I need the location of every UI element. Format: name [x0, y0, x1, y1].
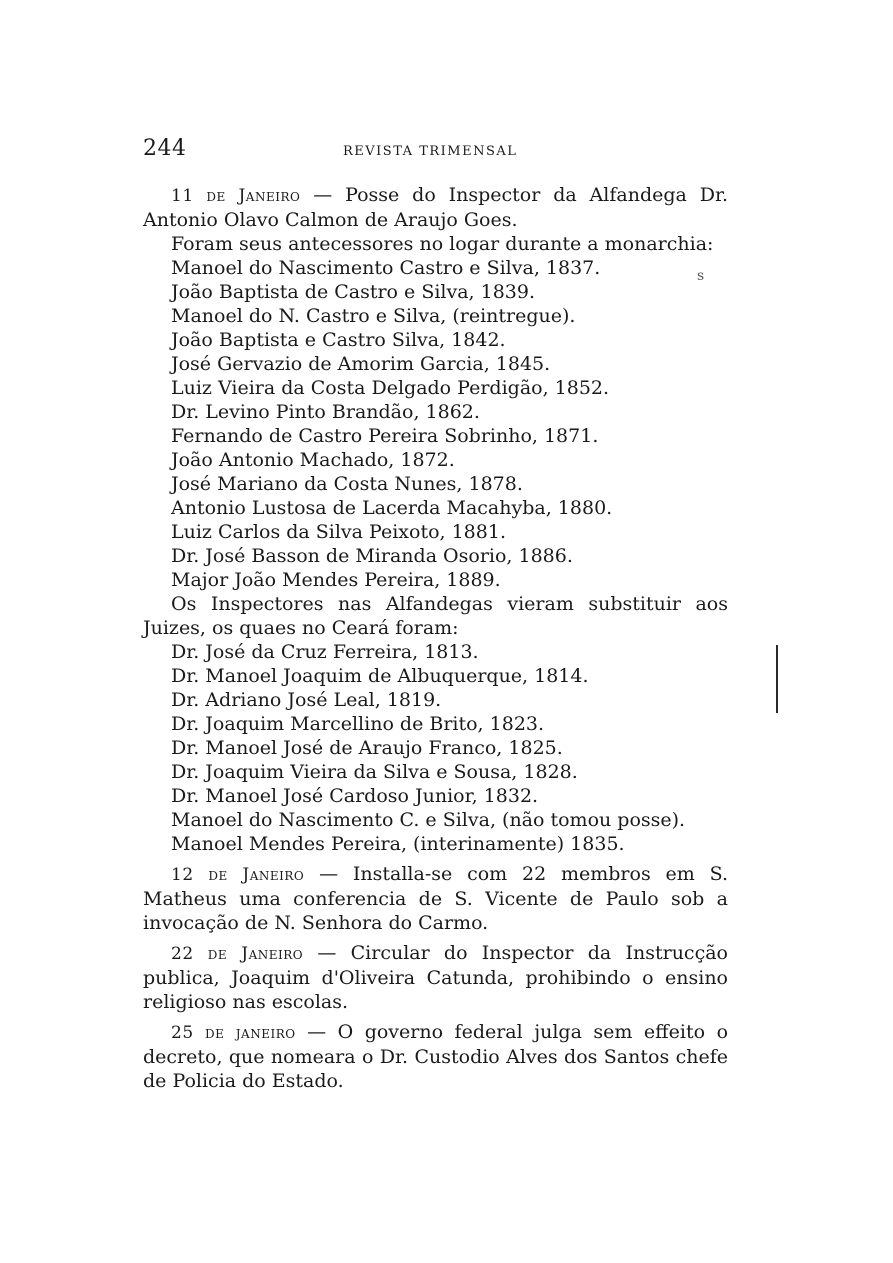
- list-item: Dr. Joaquim Vieira da Silva e Sousa, 1828.: [171, 761, 578, 783]
- list-item: Luiz Vieira da Costa Delgado Perdigão, 1852.: [171, 377, 610, 399]
- running-head: [143, 136, 733, 166]
- journal-title: REVISTA TRIMENSAL: [343, 144, 518, 159]
- list-item: Dr. Manoel José de Araujo Franco, 1825.: [171, 737, 563, 759]
- list-item: Luiz Carlos da Silva Peixoto, 1881.: [171, 521, 506, 543]
- judges-list: [143, 640, 728, 856]
- list-item: Dr. Adriano José Leal, 1819.: [171, 689, 442, 711]
- list-item: Dr. Joaquim Marcellino de Brito, 1823.: [171, 713, 545, 735]
- entry-jan-11: [143, 183, 728, 232]
- list-item: Dr. Manoel Joaquim de Albuquerque, 1814.: [171, 665, 589, 687]
- entry-date: 11 de Janeiro: [171, 186, 301, 206]
- entry-date: 25 de janeiro: [171, 1023, 296, 1043]
- page-number: 244: [143, 136, 187, 161]
- entry-text: — Installa-se com 22 membros em S. Matheus uma conferencia de S. Vicente de Paulo sob a invocação de N. Senhora do Carmo.: [143, 863, 728, 934]
- entry-text: — Posse do Inspector da Alfandega Dr. Antonio Olavo Calmon de Araujo Goes.: [143, 184, 728, 231]
- margin-rule: [776, 645, 778, 713]
- entry-jan-22: [143, 941, 728, 1014]
- list-item: Dr. José Basson de Miranda Osorio, 1886.: [171, 545, 573, 567]
- list-item: Dr. Manoel José Cardoso Junior, 1832.: [171, 785, 539, 807]
- list-item: João Baptista de Castro e Silva, 1839.: [171, 281, 536, 303]
- list-item: João Antonio Machado, 1872.: [171, 449, 455, 471]
- list-item: Manoel do Nascimento C. e Silva, (não tomou posse).: [171, 809, 686, 831]
- entry-date: 22 de Janeiro: [171, 944, 304, 964]
- entry-jan-25: [143, 1020, 728, 1093]
- list-item: Fernando de Castro Pereira Sobrinho, 1871.: [171, 425, 599, 447]
- entry-date: 12 de Janeiro: [171, 865, 305, 885]
- body-text: [143, 183, 728, 1093]
- entry-text: — O governo federal julga sem effeito o decreto, que nomeara o Dr. Custodio Alves dos Santos chefe de Policia do Estado.: [143, 1021, 729, 1092]
- predecessors-intro: Foram seus antecessores no logar durante a monarchia:: [171, 233, 714, 255]
- judges-intro: Os Inspectores nas Alfandegas vieram substituir aos Juizes, os quaes no Ceará foram:: [143, 593, 728, 639]
- list-item: José Mariano da Costa Nunes, 1878.: [171, 473, 523, 495]
- list-item: Dr. Levino Pinto Brandão, 1862.: [171, 401, 480, 423]
- list-item: Dr. José da Cruz Ferreira, 1813.: [171, 641, 479, 663]
- list-item: Manoel do Nascimento Castro e Silva, 1837.: [171, 257, 601, 279]
- entry-jan-12: [143, 862, 728, 935]
- list-item: Major João Mendes Pereira, 1889.: [171, 569, 501, 591]
- list-item: Manoel Mendes Pereira, (interinamente) 1835.: [171, 833, 625, 855]
- predecessors-list: [143, 256, 728, 592]
- list-item: João Baptista e Castro Silva, 1842.: [171, 329, 506, 351]
- margin-mark: s: [697, 268, 705, 284]
- list-item: Antonio Lustosa de Lacerda Macahyba, 1880.: [171, 497, 613, 519]
- list-item: Manoel do N. Castro e Silva, (reintregue).: [171, 305, 576, 327]
- entry-text: — Circular do Inspector da Instrucção publica, Joaquim d'Oliveira Catunda, prohibindo o ensino religioso nas escolas.: [143, 942, 728, 1013]
- list-item: José Gervazio de Amorim Garcia, 1845.: [171, 353, 551, 375]
